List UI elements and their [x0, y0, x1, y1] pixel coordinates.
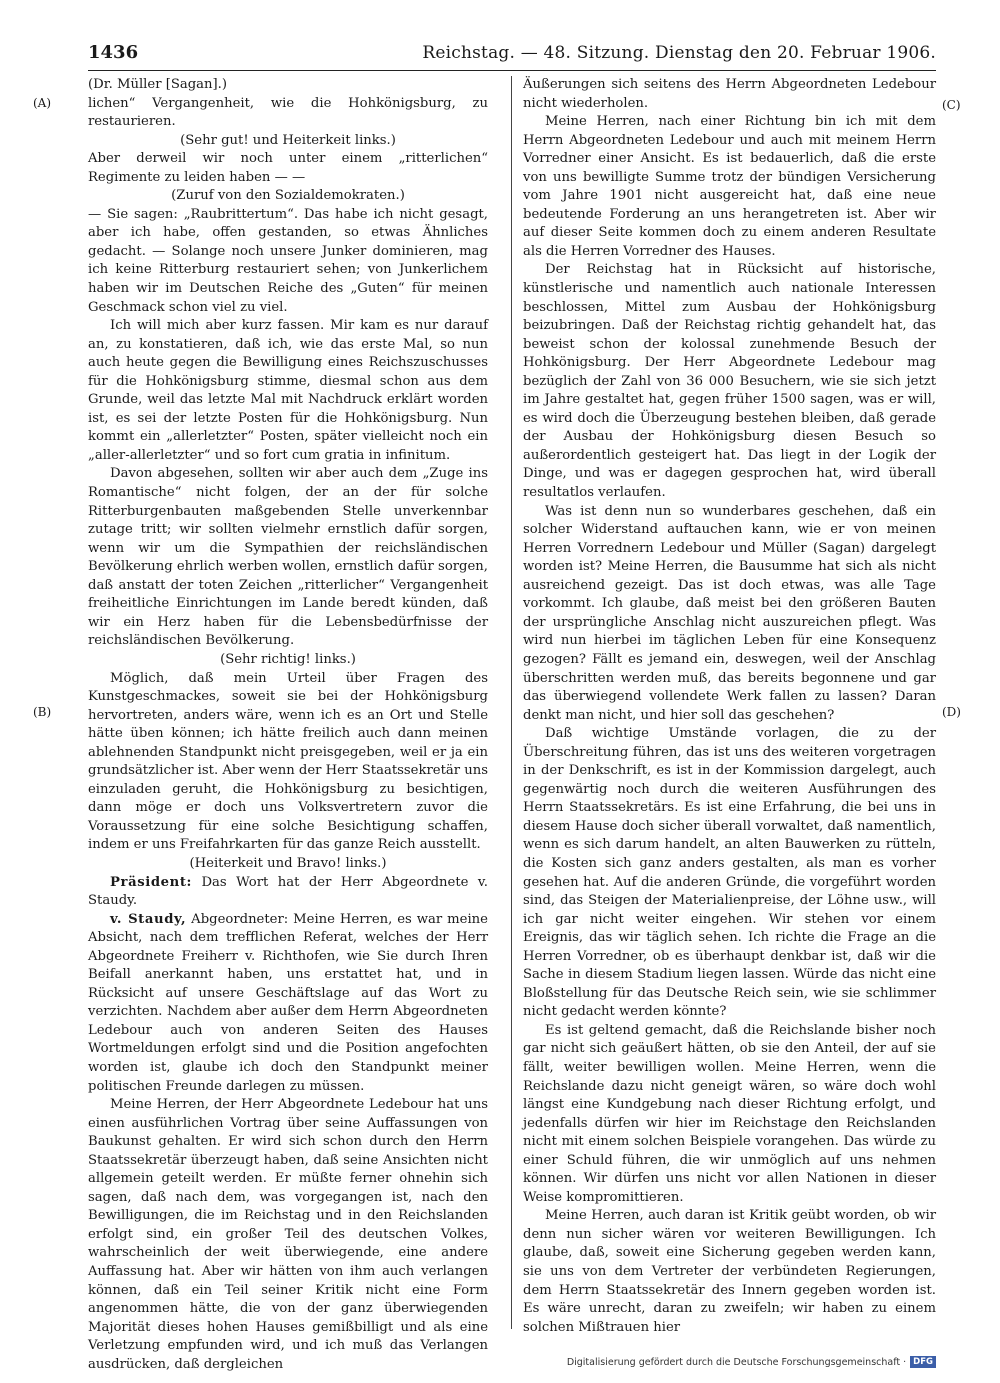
- paragraph: Meine Herren, nach einer Richtung bin ich mit dem Herrn Abgeordneten Ledebour und auch mit meinem Herrn Vorredner einer Ansicht. Es ist bedauerlich, daß die erste von uns bewilligte Summe trotz der bündigen Versicherung vom Jahre 1901 nicht ausgereicht hat, daß eine neue bedeutende Forderung an uns herangetreten ist. Aber wir auf dieser Seite kommen doch zu einem anderen Resultate als die Herren Vorredner des Hauses.: [523, 114, 936, 259]
- speech-text: Abgeordneter: Meine Herren, es war meine Absicht, nach dem trefflichen Referat, welches der Herr Abgeordnete Freiherr v. Richthofen, wie Sie durch Ihren Beifall anerkannt haben, uns erstattet hat, und in Rücksicht auf unsere Geschäftslage auf das Wort zu verzichten. Nachdem aber außer dem Herrn Abgeordneten Ledebour auch von anderen Seiten des Hauses Wortmeldungen erfolgt sind und die Position angefochten worden ist, glaube ich doch den Standpunkt meiner politischen Freunde darlegen zu müssen.: [88, 911, 488, 1094]
- margin-marker-a: (A): [33, 96, 52, 110]
- paragraph: Aber derweil wir noch unter einem „ritterlichen“ Regimente zu leiden haben — —: [88, 151, 488, 185]
- page-number: 1436: [88, 42, 139, 63]
- paragraph: Davon abgesehen, sollten wir aber auch dem „Zuge ins Romantische“ nicht folgen, der an der für solche Ritterburgenbauten maßgebenden Stelle unverkennbar zutage tritt; wir sollten vielmehr ernstlich dafür sorgen, wenn wir um die Sympathien der reichsländischen Bevölkerung ehrlich werben wollen, ernstlich dafür sorgen, daß anstatt der toten Zeichen „ritterlicher“ Vergangenheit freiheitliche Einrichtungen im Lande beredt künden, daß wir ein Herz haben für die Lebensbedürfnisse der reichsländischen Bevölkerung.: [88, 466, 488, 649]
- interjection: (Sehr richtig! links.): [220, 651, 356, 667]
- staudy-speech: [88, 911, 488, 1096]
- paragraph: lichen“ Vergangenheit, wie die Hohkönigsburg, zu restaurieren.: [88, 95, 488, 130]
- paragraph: Meine Herren, der Herr Abgeordnete Ledebour hat uns einen ausführlichen Vortrag über seine Auffassungen von Baukunst gehalten. Er wird sich schon durch den Herrn Staatssekretär überzeugt haben, daß seine Ansichten nicht allgemein geteilt werden. Er müßte ferner ohnehin sich sagen, daß nach dem, was vorgegangen ist, nach den Bewilligungen, die im Reichstag und in den Reichslanden erfolgt sind, ein großer Teil des deutschen Volkes, wahrscheinlich der weit überwiegende, eine andere Auffassung hat. Aber wir hätten von ihm auch verlangen können, daß ein Teil seiner Kritik nicht eine Form angenommen hätte, die von der ganz überwiegenden Majorität dieses hohen Hauses gemißbilligt und als eine Verletzung empfunden wird, und ich muß das Verlangen ausdrücken, daß dergleichen: [88, 1097, 488, 1372]
- footer-credit: [567, 1356, 936, 1368]
- interjection: (Zuruf von den Sozialdemokraten.): [171, 188, 405, 204]
- paragraph: Es ist geltend gemacht, daß die Reichslande bisher noch gar nicht sich geäußert hätten, ob sie den Anteil, der auf sie fällt, weiter bewilligen wollen. Meine Herren, wenn die Reichslande dazu nicht geneigt wären, so wäre doch wohl längst eine Kundgebung nach dieser Richtung erfolgt, und jedenfalls dürfen wir hier im Reichstage den Reichslanden nicht mit einem solchen Beispiele vorangehen. Das würde zu einer Schuld führen, die wir unmöglich auf uns nehmen können. Wir dürfen uns nicht vor allen Nationen in dieser Weise kompromittieren.: [523, 1022, 936, 1205]
- paragraph: Daß wichtige Umstände vorlagen, die zu der Überschreitung führen, das ist uns des weiteren vorgetragen in der Denkschrift, es ist in der Kommission dargelegt, auch gegenwärtig noch durch die weiteren Ausführungen des Herrn Staatssekretärs. Es ist eine Erfahrung, die bei uns in diesem Hause doch sicher überall vorwaltet, daß namentlich, wenn es sich darum handelt, an alten Bauwerken zu rütteln, die Kosten sich ganz anders gestalten, als man es vorher gesehen hat. Auf die anderen Gründe, die vorgeführt worden sind, das Steigen der Materialienpreise, der Löhne usw., will ich gar nicht weiter eingehen. Wir stehen vor einem Ereignis, das wir täglich sehen. Ich richte die Frage an die Herren Vorredner, ob es überhaupt denkbar ist, daß wir die Sache in diesem Stadium liegen lassen. Würde das nicht eine Bloßstellung für das Deutsche Reich sein, wie sie schlimmer nicht gedacht werden könnte?: [523, 726, 936, 1020]
- right-column: [523, 76, 936, 1337]
- speaker-name: v. Staudy,: [110, 911, 187, 927]
- paragraph: — Sie sagen: „Raubrittertum“. Das habe ich nicht gesagt, aber ich habe, offen gestanden, so etwas Ähnliches gedacht. — Solange noch unsere Junker dominieren, mag ich keine Ritterburg restauriert sehen; von Junkerlichem haben wir im Deutschen Reiche des „Guten“ für meinen Geschmack schon viel zu viel.: [88, 206, 488, 315]
- speaker-name: Präsident:: [110, 874, 193, 890]
- interjection: (Heiterkeit und Bravo! links.): [189, 855, 387, 871]
- paragraph: Der Reichstag hat in Rücksicht auf historische, künstlerische und namentlich auch nationale Interessen beschlossen, Mittel zum Ausbau der Hohkönigsburg beizubringen. Daß der Reichstag richtig gehandelt hat, das beweist schon der kolossal zunehmende Besuch der Hohkönigsburg. Der Herr Abgeordnete Ledebour mag bezüglich der Zahl von 36 000 Besuchern, wie sie sich jetzt im Jahre gestaltet hat, gegen früher 1500 sagen, was er will, es wird doch die Überzeugung bestehen bleiben, daß gerade der Ausbau der Hohkönigsburg diesen Besuch so außerordentlich gesteigert hat. Das liegt in der Logik der Dinge, und was er dagegen gesprochen hat, wird überall resultatlos verlaufen.: [523, 262, 936, 501]
- footer-text: Digitalisierung gefördert durch die Deutsche Forschungsgemeinschaft ·: [566, 1356, 907, 1368]
- margin-marker-b: (B): [33, 705, 52, 719]
- left-column: [88, 76, 488, 1374]
- president-statement: [88, 874, 488, 911]
- paragraph: Äußerungen sich seitens des Herrn Abgeordneten Ledebour nicht wiederholen.: [523, 77, 936, 111]
- margin-marker-c: (C): [942, 98, 961, 112]
- dfg-logo-icon: DFG: [910, 1356, 936, 1368]
- paragraph: Meine Herren, auch daran ist Kritik geübt worden, ob wir denn nun sicher wären vor weiteren Bewilligungen. Ich glaube, daß, soweit eine Sicherung gegeben werden kann, sie uns von dem Vertreter der verbündeten Regierungen, dem Herrn Staatssekretär des Innern gegeben worden ist. Es wäre unrecht, daran zu zweifeln; wir haben zu einem solchen Mißtrauen hier: [523, 1208, 936, 1335]
- paragraph: Möglich, daß mein Urteil über Fragen des Kunstgeschmackes, soweit sie bei der Hohkönigsburg hervortreten, anders wäre, wenn ich es an Ort und Stelle hätte üben können; ich hätte freilich auch dann meinen ablehnenden Standpunkt nicht preisgegeben, weil er ja ein grundsätzlicher ist. Aber wenn der Herr Staatssekretär uns einzuladen geruht, die Hohkönigsburg zu besichtigen, dann möge er doch uns Volksvertretern zuvor die Voraussetzung für eine solche Besichtigung schaffen, indem er uns Freifahrkarten für das ganze Reich ausstellt.: [88, 670, 488, 853]
- interjection: (Sehr gut! und Heiterkeit links.): [180, 132, 396, 148]
- running-title: Reichstag. — 48. Sitzung. Dienstag den 20. Februar 1906.: [422, 43, 936, 63]
- speech-text: Das Wort hat der Herr Abgeordnete v. Staudy.: [88, 874, 488, 909]
- running-speaker: (Dr. Müller [Sagan].): [88, 77, 228, 92]
- margin-marker-d: (D): [942, 705, 961, 719]
- column-divider: [511, 76, 512, 1329]
- page-header: [88, 42, 936, 68]
- paragraph: Was ist denn nun so wunderbares geschehen, daß ein solcher Widerstand auftauchen kann, wie er von meinen Herren Vorrednern Ledebour und Müller (Sagan) dargelegt worden ist? Meine Herren, die Bausumme hat sich als nicht ausreichend gezeigt. Das ist doch etwas, was alle Tage vorkommt. Ich glaube, daß meist bei den größeren Bauten der ursprüngliche Anschlag nicht auszureichen pflegt. Was wird nun hierbei im täglichen Leben für eine Konsequenz gezogen? Fällt es jemand ein, deswegen, weil der Anschlag überschritten werden muß, das bereits begonnene und gar das überwiegend vollendete Werk fallen zu lassen? Daran denkt man nicht, und hier soll das geschehen?: [523, 503, 936, 723]
- paragraph: Ich will mich aber kurz fassen. Mir kam es nur darauf an, zu konstatieren, daß ich, wie das erste Mal, so nun auch heute gegen die Bewilligung eines Reichszuschusses für die Hohkönigsburg stimme, diesmal schon aus dem Grunde, weil das letzte Mal mit Nachdruck erklärt worden ist, es sei der letzte Posten für die Hohkönigsburg. Nun kommt ein „allerletzter“ Posten, später vielleicht noch ein „aller-allerletzter“ und so fort cum gratia in infinitum.: [88, 318, 488, 463]
- header-rule: [88, 70, 936, 71]
